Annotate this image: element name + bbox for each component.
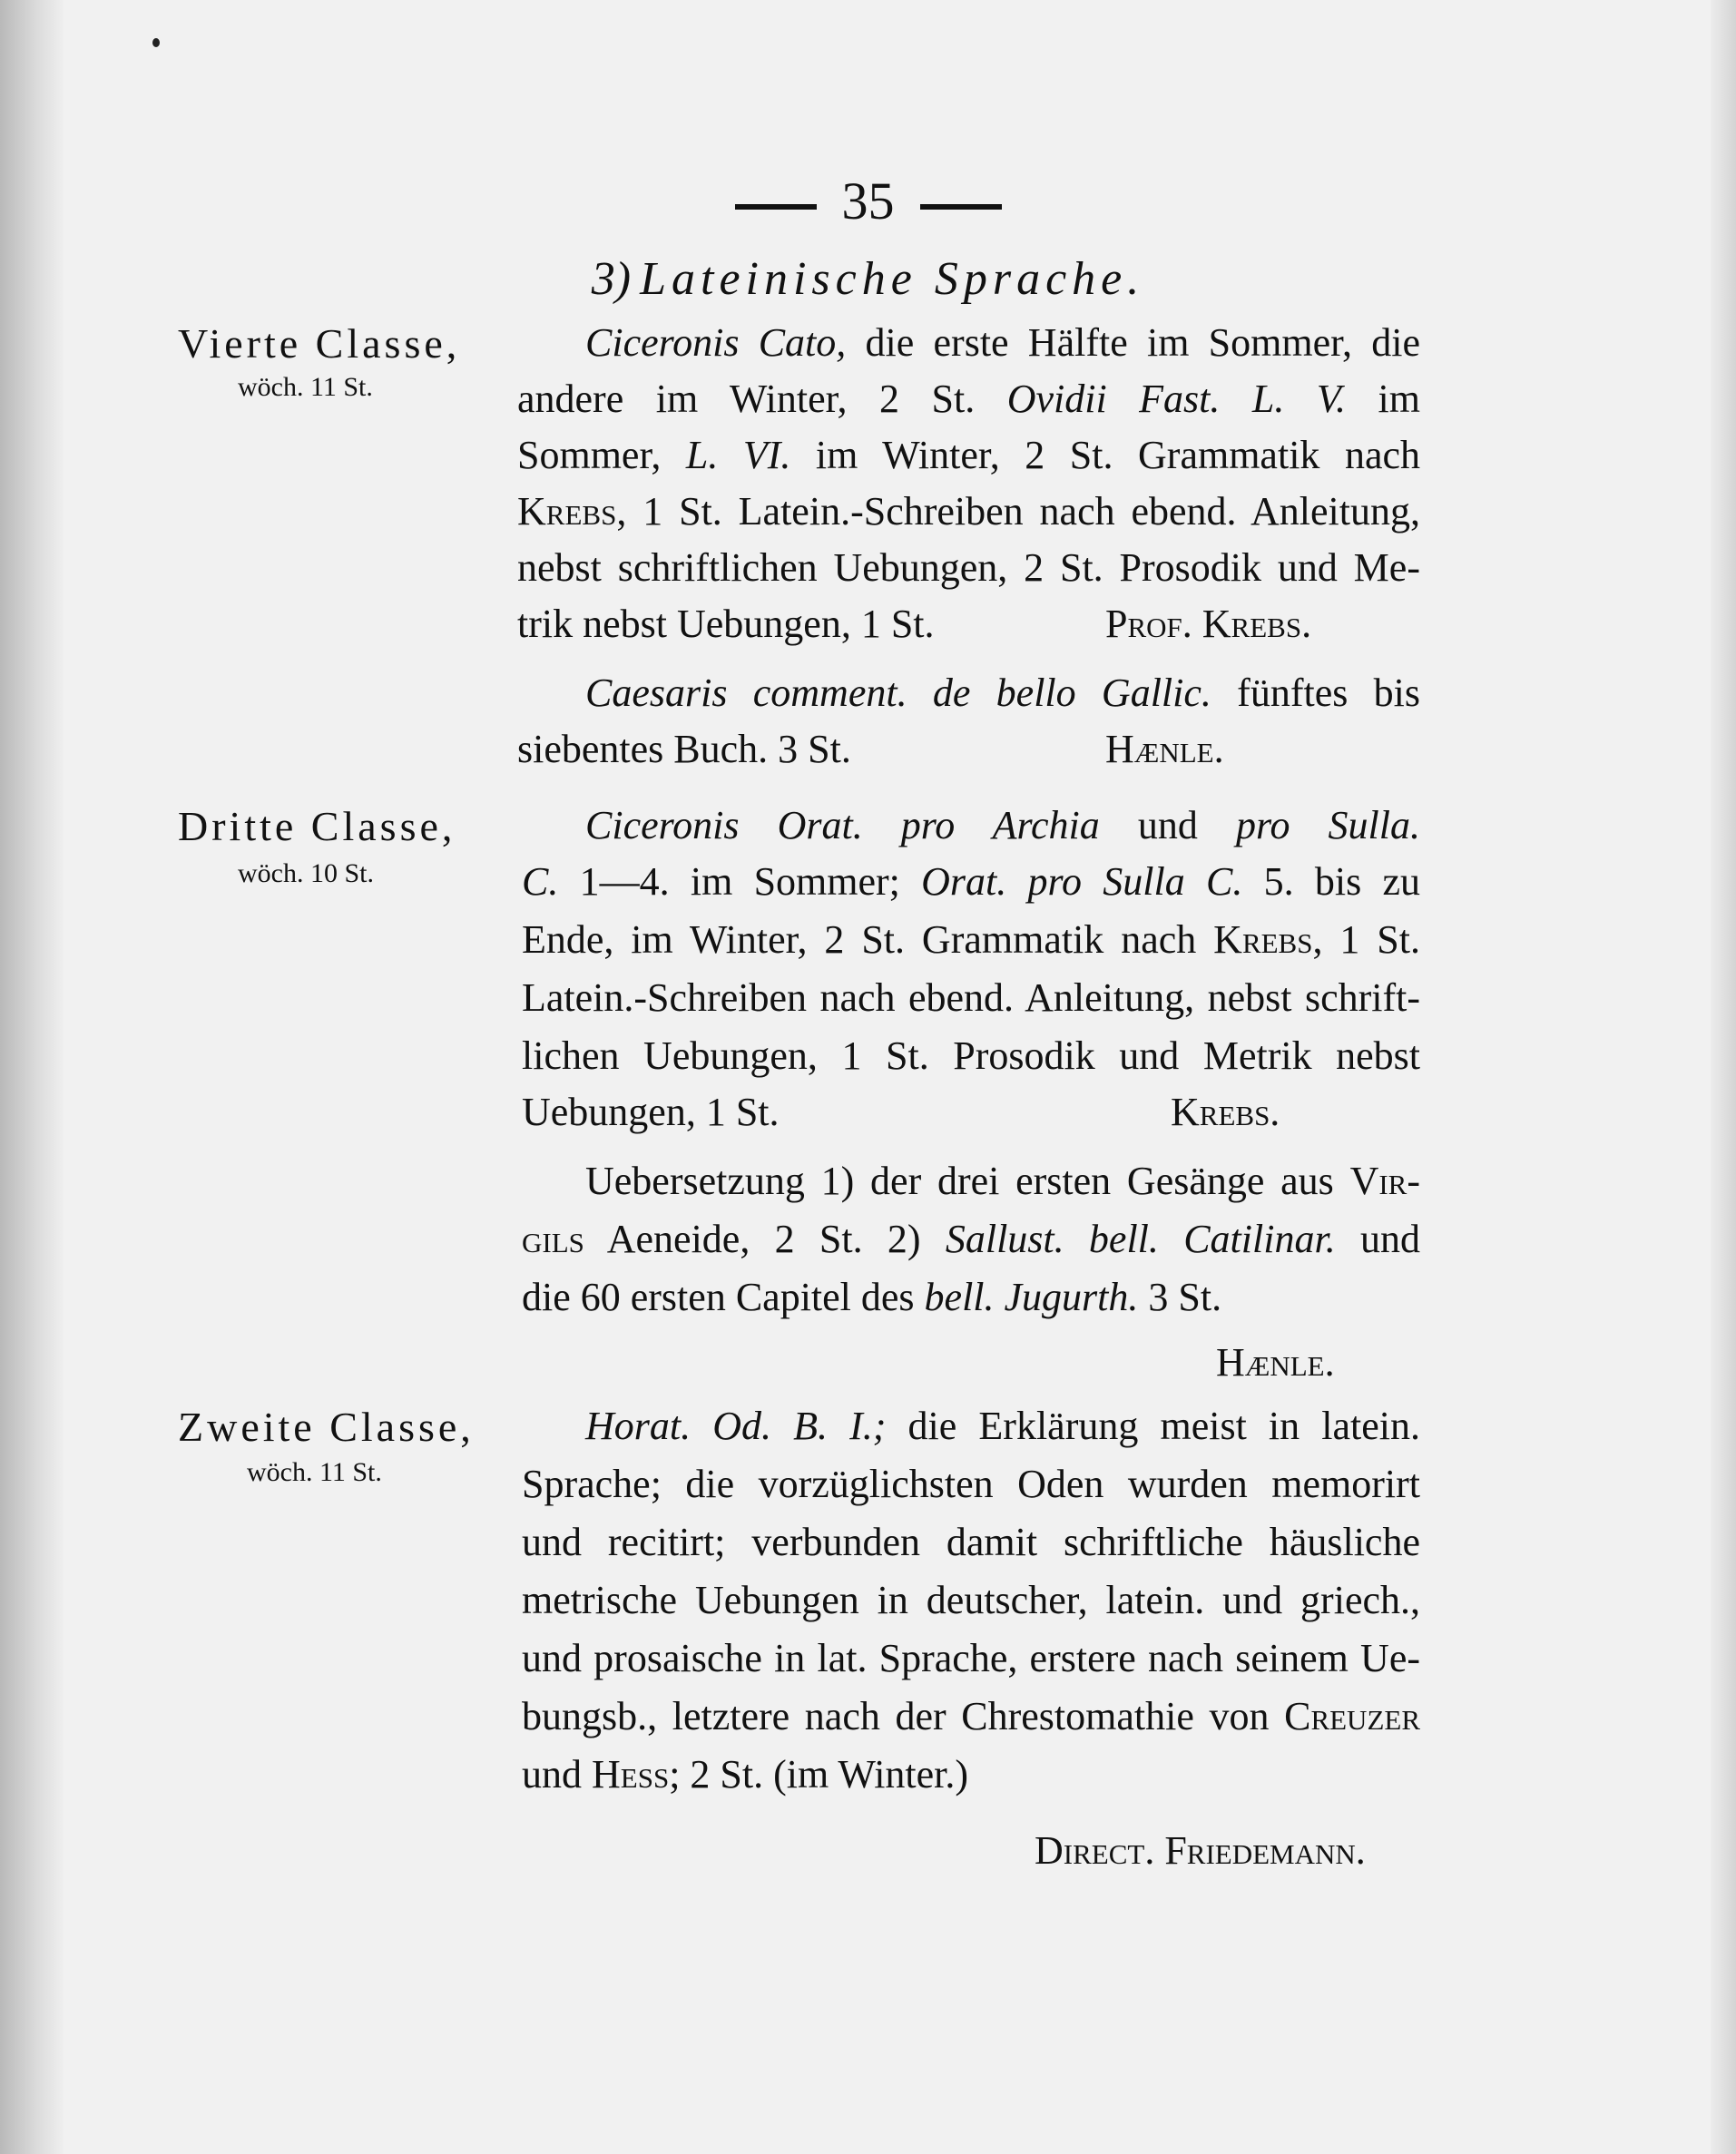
page-header xyxy=(0,171,1736,231)
vierte-line-7: Caesaris comment. de bello Gallic. fünftes bis xyxy=(585,671,1420,715)
class-hours-dritte: wöch. 10 St. xyxy=(238,858,374,888)
binding-gutter xyxy=(0,0,64,2154)
vierte-line-8: siebentes Buch. 3 St. xyxy=(517,727,851,771)
zweite-line-5: und prosaische in lat. Sprache, erstere nach seinem Ue- xyxy=(522,1636,1420,1680)
zweite-line-1: Horat. Od. B. I.; die Erklärung meist in latein. xyxy=(585,1404,1420,1448)
class-name-dritte: Dritte Classe, xyxy=(178,803,456,849)
header-dash-right xyxy=(920,204,1002,210)
dritte-line-6: Uebungen, 1 St. xyxy=(522,1090,780,1134)
section-title-text: Lateinische Sprache. xyxy=(640,253,1145,305)
class-name-zweite: Zweite Classe, xyxy=(178,1404,475,1450)
zweite-teacher-1: Direct. Friedemann. xyxy=(1035,1828,1366,1873)
zweite-line-2: Sprache; die vorzüglichsten Oden wurden memorirt xyxy=(522,1462,1420,1506)
class-hours-vierte: wöch. 11 St. xyxy=(238,372,373,402)
vierte-line-6: trik nebst Uebungen, 1 St. xyxy=(517,602,935,646)
dritte-line-4: Latein.-Schreiben nach ebend. Anleitung, nebst schrift- xyxy=(522,975,1420,1020)
vierte-line-2: andere im Winter, 2 St. Ovidii Fast. L. V. im xyxy=(517,377,1420,421)
vierte-teacher-1: Prof. Krebs. xyxy=(1105,602,1312,646)
dritte-teacher-2: Hænle. xyxy=(1216,1340,1335,1385)
header-dash-left xyxy=(735,204,817,210)
page-edge xyxy=(1711,0,1736,2154)
section-number: 3) xyxy=(591,253,632,305)
dritte-line-2: C. 1—4. im Sommer; Orat. pro Sulla C. 5. bis zu xyxy=(522,859,1420,904)
vierte-line-4: Krebs, 1 St. Latein.-Schreiben nach ebend. Anleitung, xyxy=(517,489,1420,534)
dritte-line-3: Ende, im Winter, 2 St. Grammatik nach Krebs, 1 St. xyxy=(522,917,1420,962)
vierte-line-5: nebst schriftlichen Uebungen, 2 St. Prosodik und Me- xyxy=(517,545,1420,590)
zweite-line-6: bungsb., letztere nach der Chrestomathie von Creuzer xyxy=(522,1694,1420,1738)
ink-speck xyxy=(152,38,160,47)
section-title xyxy=(0,252,1736,306)
zweite-line-7: und Hess; 2 St. (im Winter.) xyxy=(522,1752,969,1797)
dritte-teacher-1: Krebs. xyxy=(1171,1090,1280,1134)
dritte-line-5: lichen Uebungen, 1 St. Prosodik und Metrik nebst xyxy=(522,1033,1420,1078)
vierte-teacher-2: Hænle. xyxy=(1105,727,1224,771)
dritte-line-8: gils Aeneide, 2 St. 2) Sallust. bell. Catilinar. und xyxy=(522,1217,1420,1261)
dritte-line-1: Ciceronis Orat. pro Archia und pro Sulla. xyxy=(585,803,1420,847)
zweite-line-3: und recitirt; verbunden damit schriftliche häusliche xyxy=(522,1520,1420,1564)
dritte-line-7: Uebersetzung 1) der drei ersten Gesänge aus Vir- xyxy=(585,1159,1420,1203)
page-number: 35 xyxy=(841,171,895,230)
class-name-vierte: Vierte Classe, xyxy=(178,320,461,367)
zweite-line-4: metrische Uebungen in deutscher, latein. und griech., xyxy=(522,1578,1420,1622)
class-hours-zweite: wöch. 11 St. xyxy=(247,1457,382,1487)
vierte-line-3: Sommer, L. VI. im Winter, 2 St. Grammatik nach xyxy=(517,433,1420,477)
vierte-line-1: Ciceronis Cato, die erste Hälfte im Sommer, die xyxy=(585,320,1420,365)
dritte-line-9: die 60 ersten Capitel des bell. Jugurth. 3 St. xyxy=(522,1275,1222,1319)
